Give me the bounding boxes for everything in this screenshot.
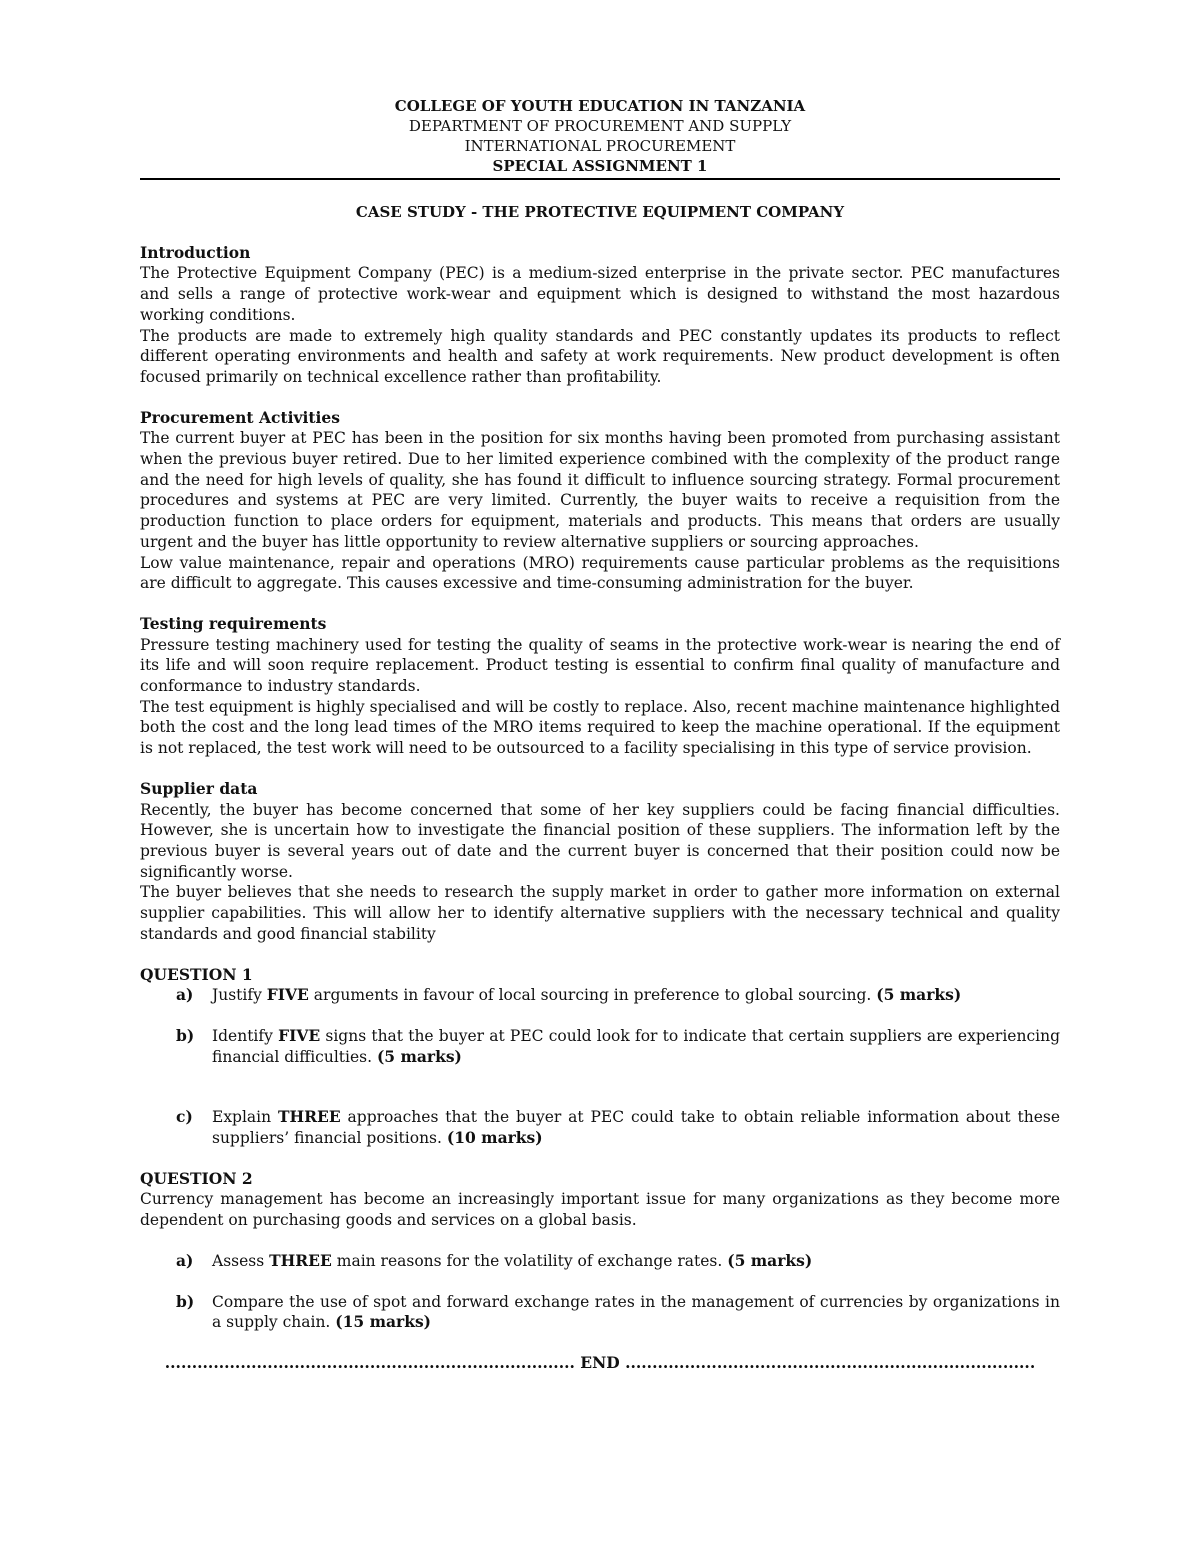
item-marks: (15 marks) [335, 1312, 432, 1332]
case-study-title: CASE STUDY - THE PROTECTIVE EQUIPMENT COMPANY [355, 203, 845, 221]
item-letter: b) [176, 1291, 195, 1311]
testing-heading: Testing requirements [140, 613, 327, 633]
question-2-item-b [140, 1292, 1060, 1333]
procurement-paragraph-1: The current buyer at PEC has been in the position for six months having been promoted from purchasing assistant when the previous buyer retired. Due to her limited experience combined with the complexity of the product range and the need for high levels of quality, she has found it difficult to influence sourcing strategy. Formal procurement procedures and systems at PEC are very limited. Currently, the buyer waits to receive a requisition from the production function to place orders for equipment, materials and products. This means that orders are usually urgent and the buyer has little opportunity to review alternative suppliers or sourcing approaches. [140, 429, 1060, 551]
testing-paragraph-1: Pressure testing machinery used for testing the quality of seams in the protective work-wear is nearing the end of its life and will soon require replacement. Product testing is essential to confirm final quality of manufacture and conformance to industry standards. [140, 635, 1060, 696]
introduction-paragraph-1: The Protective Equipment Company (PEC) is a medium-sized enterprise in the private sector. PEC manufactures and sells a range of protective work-wear and equipment which is designed to withstand the most hazardous working conditions. [140, 264, 1060, 324]
item-letter: a) [176, 1250, 194, 1270]
question-1-item-b [140, 1026, 1060, 1067]
item-text: Assess THREE main reasons for the volatility of exchange rates. (5 marks) [212, 1250, 813, 1270]
item-letter: c) [176, 1107, 193, 1127]
college-name: COLLEGE OF YOUTH EDUCATION IN TANZANIA [394, 97, 806, 115]
testing-paragraph-2: The test equipment is highly specialised and will be costly to replace. Also, recent machine maintenance highlighted both the cost and the long lead times of the MRO items required to keep the machine operational. If the equipment is not replaced, the test work will need to be outsourced to a facility specialising in this type of service provision. [140, 697, 1060, 758]
introduction-paragraph-2: The products are made to extremely high quality standards and PEC constantly updates its products to reflect different operating environments and health and safety at work requirements. New product development is often focused primarily on technical excellence rather than profitability. [140, 326, 1060, 386]
question-1-item-c [140, 1107, 1060, 1148]
supplier-heading: Supplier data [140, 778, 258, 798]
item-text: Justify FIVE arguments in favour of local sourcing in preference to global sourcing. (5 marks) [212, 985, 962, 1005]
item-marks: (5 marks) [376, 1046, 462, 1066]
document-page [140, 96, 1060, 1374]
supplier-paragraph-1: Recently, the buyer has become concerned that some of her key suppliers could be facing financial difficulties. However, she is uncertain how to investigate the financial position of these suppliers. The information left by the previous buyer is several years out of date and the current buyer is concerned that their position could now be significantly worse. [140, 800, 1060, 881]
question-2-intro: Currency management has become an increasingly important issue for many organizations as they become more dependent on purchasing goods and services on a global basis. [140, 1190, 1060, 1230]
item-marks: (5 marks) [876, 985, 962, 1005]
supplier-paragraph-2: The buyer believes that she needs to research the supply market in order to gather more information on external supplier capabilities. This will allow her to identify alternative suppliers with the necessary technical and quality standards and good financial stability [140, 883, 1060, 943]
item-letter: b) [176, 1025, 195, 1045]
question-1-item-a [140, 985, 1060, 1006]
header-divider [140, 178, 1060, 180]
end-marker: ............................................................................ END ............................................................................ [164, 1352, 1036, 1372]
question-2-heading: QUESTION 2 [140, 1168, 253, 1188]
assignment-title: SPECIAL ASSIGNMENT 1 [492, 157, 708, 175]
procurement-paragraph-2: Low value maintenance, repair and operations (MRO) requirements cause particular problems as the requisitions are difficult to aggregate. This causes excessive and time-consuming administration for the buyer. [140, 553, 1060, 593]
document-header [140, 96, 1060, 176]
item-text: Explain THREE approaches that the buyer at PEC could take to obtain reliable information about these suppliers’ financial positions. (10 marks) [212, 1107, 1061, 1148]
procurement-heading: Procurement Activities [140, 407, 341, 427]
item-marks: (10 marks) [446, 1128, 543, 1148]
item-text: Compare the use of spot and forward exchange rates in the management of currencies by organizations in a supply chain. (15 marks) [212, 1292, 1060, 1332]
question-1-heading: QUESTION 1 [140, 964, 253, 984]
item-text: Identify FIVE signs that the buyer at PEC could look for to indicate that certain suppliers are experiencing financial difficulties. (5 marks) [212, 1025, 1060, 1066]
department-name: DEPARTMENT OF PROCUREMENT AND SUPPLY [408, 117, 792, 135]
question-2-item-a [140, 1251, 1060, 1272]
introduction-heading: Introduction [140, 242, 251, 262]
item-letter: a) [176, 985, 194, 1005]
item-marks: (5 marks) [727, 1250, 813, 1270]
course-name: INTERNATIONAL PROCUREMENT [464, 137, 736, 155]
